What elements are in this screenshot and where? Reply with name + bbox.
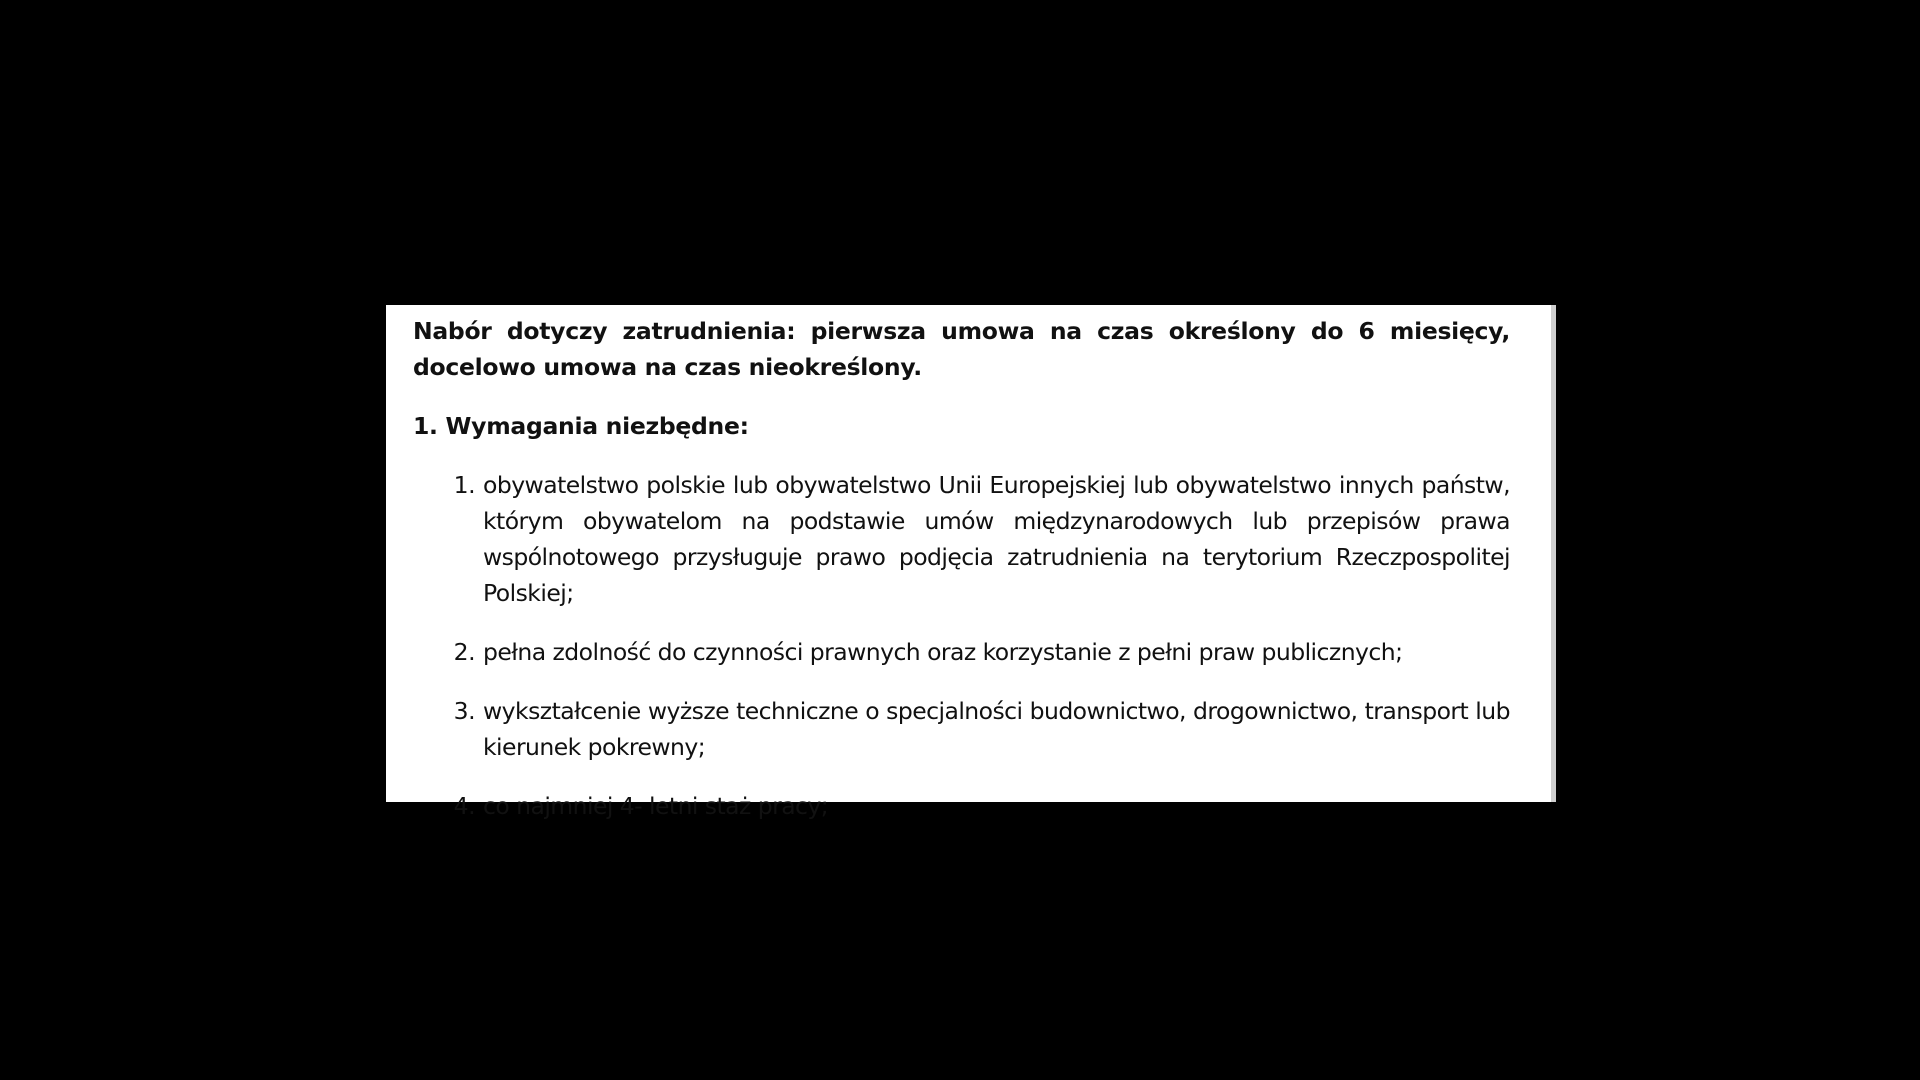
requirement-item-4 bbox=[413, 788, 1510, 824]
requirement-number: 4. bbox=[453, 792, 475, 820]
document-panel bbox=[386, 305, 1556, 820]
requirement-text: co najmniej 4- letni staż pracy; bbox=[483, 792, 829, 820]
requirement-item-2 bbox=[413, 634, 1510, 670]
requirement-item-1 bbox=[413, 467, 1510, 611]
recruitment-intro: Nabór dotyczy zatrudnienia: pierwsza umowa na czas określony do 6 miesięcy, docelowo umowa na czas nieokreślony. bbox=[413, 317, 1510, 381]
requirement-number: 1. bbox=[453, 471, 475, 499]
requirement-text: obywatelstwo polskie lub obywatelstwo Unii Europejskiej lub obywatelstwo innych państw, którym obywatelom na podstawie umów międzynarodowych lub przepisów prawa wspólnotowego przysługuje prawo podjęcia zatrudnienia na terytorium Rzeczpospolitej Polskiej; bbox=[483, 471, 1510, 607]
requirement-text: wykształcenie wyższe techniczne o specjalności budownictwo, drogownictwo, transport lub kierunek pokrewny; bbox=[483, 697, 1510, 761]
requirements-heading: 1. Wymagania niezbędne: bbox=[413, 412, 749, 440]
requirements-list bbox=[413, 467, 1510, 824]
requirement-number: 2. bbox=[453, 638, 475, 666]
requirement-number: 3. bbox=[453, 697, 475, 725]
requirement-item-3 bbox=[413, 693, 1510, 765]
requirement-text: pełna zdolność do czynności prawnych oraz korzystanie z pełni praw publicznych; bbox=[483, 638, 1403, 666]
